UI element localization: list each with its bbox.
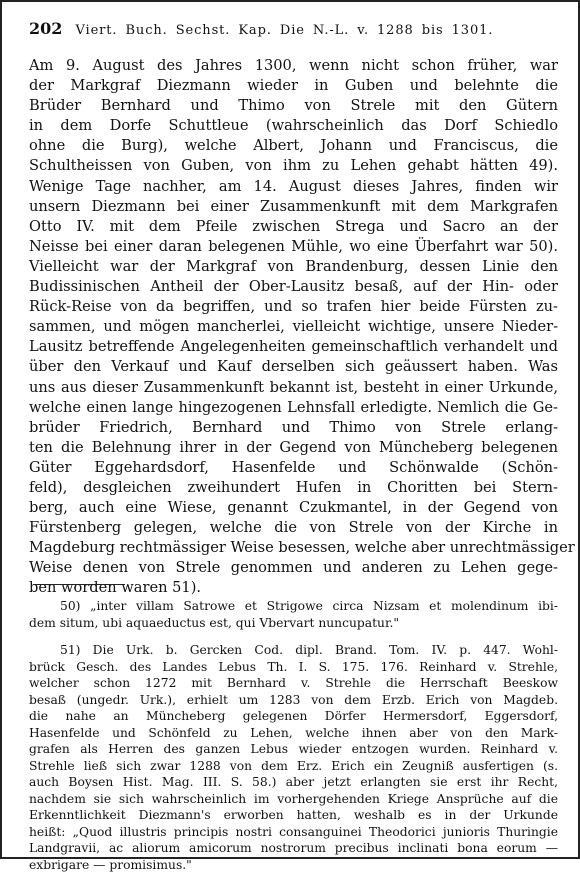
footnote-50 [29,598,558,631]
footnote-line: auch Boysen Hist. Mag. III. S. 58.) aber jetzt erlangten sie erst ihr Recht, [29,774,558,791]
body-line: über den Verkauf und Kauf derselben sich geäussert haben. Was [29,357,558,377]
body-line: sammen, und mögen mancherlei, vielleicht wichtige, unsere Nieder- [29,317,558,337]
body-line: der Markgraf Diezmann wieder in Guben und belehnte die [29,76,558,96]
body-line: Schultheissen von Guben, von ihm zu Lehen gehabt hätten 49). [29,156,558,176]
footnote-line: 51) Die Urk. b. Gercken Cod. dipl. Brand. Tom. IV. p. 447. Wohl- [29,642,558,659]
body-line: in dem Dorfe Schuttleue (wahrscheinlich das Dorf Schiedlo [29,116,558,136]
body-line: unsern Diezmann bei einer Zusammenkunft mit dem Markgrafen [29,197,558,217]
footnote-51 [29,642,558,873]
page-number: 202 [29,19,62,38]
body-line: ohne die Burg), welche Albert, Johann und Franciscus, die [29,136,558,156]
footnote-line: die nahe an Müncheberg gelegenen Dörfer Hermersdorf, Eggersdorf, [29,708,558,725]
body-line: uns aus dieser Zusammenkunft bekannt ist, besteht in einer Urkunde, [29,378,558,398]
body-line: Am 9. August des Jahres 1300, wenn nicht schon früher, war [29,56,558,76]
footnote-line: Hasenfelde und Schönfeld zu Lehen, welche ihnen aber von den Mark- [29,725,558,742]
body-line: Wenige Tage nachher, am 14. August dieses Jahres, finden wir [29,177,558,197]
footnote-line: exbrigare — promisimus." [29,857,558,873]
footnote-line: Landgravii, ac aliorum amicorum nostrorum precibus inclinati bona eorum — [29,840,558,857]
body-line: Fürstenberg gelegen, welche die von Strele von der Kirche in [29,518,558,538]
body-line: Otto IV. mit dem Pfeile zwischen Strega und Sacro an der [29,217,558,237]
footnote-line: besaß (ungedr. Urk.), erhielt um 1283 von dem Erzb. Erich von Magdeb. [29,692,558,709]
body-line: Magdeburg rechtmässiger Weise besessen, welche aber unrechtmässiger [29,538,558,558]
body-line: berg, auch eine Wiese, genannt Czukmantel, in der Gegend von [29,498,558,518]
body-line: brüder Friedrich, Bernhard und Thimo von Strele erlang- [29,418,558,438]
footnote-line: 50) „inter villam Satrowe et Strigowe circa Nizsam et molendinum ibi- [29,598,558,615]
body-line: ben worden waren 51). [29,578,558,598]
body-line: Vielleicht war der Markgraf von Brandenburg, dessen Linie den [29,257,558,277]
footnote-separator [33,584,125,585]
running-header [29,19,558,41]
running-head-title: Viert. Buch. Sechst. Kap. Die N.-L. v. 1288 bis 1301. [75,23,493,38]
footnote-line: grafen als Herren des ganzen Lebus wieder entzogen wurden. Reinhard v. [29,741,558,758]
footnote-line: Erkenntlichkeit Diezmann's erworben hatten, weshalb es in der Urkunde [29,807,558,824]
body-line: Lausitz betreffende Angelegenheiten gemeinschaftlich verhandelt und [29,337,558,357]
body-line: ten die Belehnung ihrer in der Gegend von Müncheberg belegenen [29,438,558,458]
main-paragraph [29,56,558,599]
body-line: Neisse bei einer daran belegenen Mühle, wo eine Überfahrt war 50). [29,237,558,257]
footnote-line: brück Gesch. des Landes Lebus Th. I. S. 175. 176. Reinhard v. Strehle, [29,659,558,676]
body-line: Budissinischen Antheil der Ober-Lausitz besaß, auf der Hin- oder [29,277,558,297]
footnote-line: dem situm, ubi aquaeductus est, qui Vbervart nuncupatur." [29,615,558,632]
body-line: Güter Eggehardsdorf, Hasenfelde und Schönwalde (Schön- [29,458,558,478]
footnote-line: nachdem sie sich wahrscheinlich im vorhergehenden Kriege Ansprüche auf die [29,791,558,808]
body-line: Brüder Bernhard und Thimo von Strele mit den Gütern [29,96,558,116]
footnote-line: heißt: „Quod illustris principis nostri consanguinei Theodorici junioris Thuringie [29,824,558,841]
body-line: Weise denen von Strele genommen und anderen zu Lehen gege- [29,558,558,578]
footnote-line: Strehle ließ sich zwar 1288 von dem Erz. Erich ein Zeugniß ausfertigen (s. [29,758,558,775]
body-line: welche einen lange hingezogenen Lehnsfall erledigte. Nemlich die Ge- [29,398,558,418]
footnotes [29,598,558,873]
footnote-line: welcher schon 1272 mit Bernhard v. Strehle die Herrschaft Beeskow [29,675,558,692]
body-line: Rück-Reise von da begriffen, und so trafen hier beide Fürsten zu- [29,297,558,317]
body-line: feld), desgleichen zweihundert Hufen in Choritten bei Stern- [29,478,558,498]
